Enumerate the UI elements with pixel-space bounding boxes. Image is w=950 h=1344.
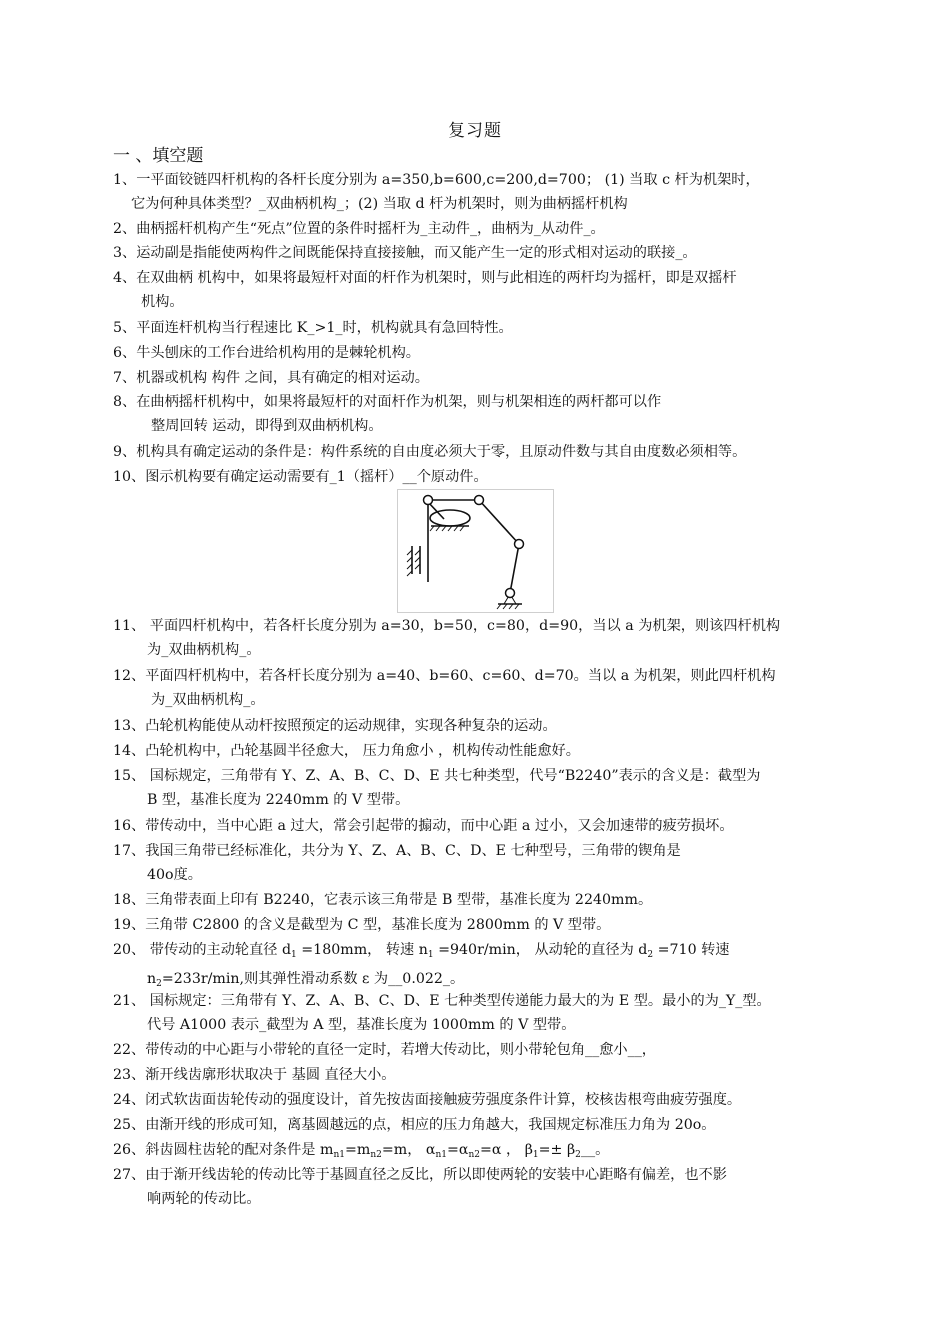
question-27 xyxy=(113,1163,843,1211)
question-13: 13、凸轮机构能使从动杆按照预定的运动规律，实现各种复杂的运动。 xyxy=(113,718,557,734)
question-line: 为_双曲柄机构_。 xyxy=(147,642,261,658)
question-line: 15、 国标规定，三角带有 Y、Z、A、B、C、D、E 共七种类型，代号“B2240”表示的含义是：截型为 xyxy=(113,768,761,784)
question-12 xyxy=(113,664,843,712)
question-11 xyxy=(113,614,843,662)
question-line: 12、平面四杆机构中，若各杆长度分别为 a=40、b=60、c=60、d=70。当以 a 为机架，则此四杆机构 xyxy=(113,668,776,684)
question-5: 5、平面连杆机构当行程速比 K_>1_时，机构就具有急回特性。 xyxy=(113,320,513,336)
mechanism-figure xyxy=(397,489,554,613)
question-line: 17、我国三角带已经标准化，共分为 Y、Z、A、B、C、D、E 七种型号，三角带的锲角是 xyxy=(113,843,681,859)
question-line: 它为何种具体类型？_双曲柄机构_；(2) 当取 d 杆为机架时，则为曲柄摇杆机构 xyxy=(131,196,628,212)
question-line: 代号 A1000 表示_截型为 A 型，基准长度为 1000mm 的 V 型带。 xyxy=(147,1017,576,1033)
question-line: 4、在双曲柄 机构中，如果将最短杆对面的杆作为机架时，则与此相连的两杆均为摇杆，即是双摇杆 xyxy=(113,270,737,286)
question-line: 40o度。 xyxy=(147,867,202,883)
question-14: 14、凸轮机构中，凸轮基圆半径愈大， 压力角愈小 ，机构传动性能愈好。 xyxy=(113,743,580,759)
question-15 xyxy=(113,764,843,812)
question-line: 27、由于渐开线齿轮的传动比等于基圆直径之反比，所以即使两轮的安装中心距略有偏差，也不影 xyxy=(113,1167,727,1183)
question-20 xyxy=(113,938,843,996)
question-line: B 型，基准长度为 2240mm 的 V 型带。 xyxy=(147,792,410,808)
joint-a xyxy=(424,496,433,505)
question-8 xyxy=(113,390,843,438)
question-3: 3、运动副是指能使两构件之间既能保持直接接触，而又能产生一定的形式相对运动的联接_。 xyxy=(113,245,697,261)
question-7: 7、机器或机构 构件 之间，具有确定的相对运动。 xyxy=(113,370,429,386)
section-heading: 一 、填空题 xyxy=(113,146,204,166)
question-16: 16、带传动中，当中心距 a 过大，常会引起带的搧动，而中心距 a 过小，又会加速带的疲劳损坏。 xyxy=(113,818,734,834)
question-25: 25、由渐开线的形成可知，离基圆越远的点，相应的压力角越大，我国规定标准压力角为 20o。 xyxy=(113,1117,716,1133)
question-23: 23、渐开线齿廓形状取决于 基圆 直径大小。 xyxy=(113,1067,396,1083)
rocker-link xyxy=(510,544,519,593)
joint-c xyxy=(515,540,524,549)
question-17 xyxy=(113,839,843,887)
cam-roller xyxy=(430,510,470,526)
question-9: 9、机构具有确定运动的条件是：构件系统的自由度必须大于零，且原动件数与其自由度数必须相等。 xyxy=(113,444,747,460)
question-18: 18、三角带表面上印有 B2240，它表示该三角带是 B 型带，基准长度为 2240mm。 xyxy=(113,892,653,908)
question-24: 24、闭式软齿面齿轮传动的强度设计，首先按齿面接触疲劳强度条件计算，校核齿根弯曲疲劳强度。 xyxy=(113,1092,742,1108)
question-line: 20、 带传动的主动轮直径 $d_1 =180mm$， 转速 $n_1 =940r/\min$， 从动轮的直径为 $d_2 =710$ 转速 xyxy=(113,942,730,960)
question-line: $n_2=233r/\min$,则其弹性滑动系数 ε 为__0.022_。 xyxy=(147,971,465,989)
question-line: 为_双曲柄机构_。 xyxy=(151,692,265,708)
question-line: 响两轮的传动比。 xyxy=(147,1191,261,1207)
question-line: 整周回转 运动，即得到双曲柄机构。 xyxy=(151,418,383,434)
question-2: 2、曲柄摇杆机构产生“死点”位置的条件时摇杆为_主动件_，曲柄为_从动件_。 xyxy=(113,221,605,237)
coupler-link xyxy=(479,500,519,544)
question-line: 机构。 xyxy=(141,294,184,310)
question-19: 19、三角带 C2800 的含义是截型为 C 型，基准长度为 2800mm 的 V 型带。 xyxy=(113,917,611,933)
question-22: 22、带传动的中心距与小带轮的直径一定时，若增大传动比，则小带轮包角__愈小__， xyxy=(113,1042,656,1058)
question-26: 26、斜齿圆柱齿轮的配对条件是 $m_{n1}=m_{n2}=m$， $\alpha_{n1}=\alpha_{n2}=\alpha$ ， $\beta_1=\pm$ $\beta_2\_\_$。 xyxy=(113,1142,610,1160)
question-10: 10、图示机构要有确定运动需要有_1（摇杆）__个原动件。 xyxy=(113,469,488,485)
page-title: 复习题 xyxy=(448,121,502,141)
question-4 xyxy=(113,266,843,314)
joint-b xyxy=(475,496,484,505)
question-21 xyxy=(113,989,843,1037)
question-6: 6、牛头刨床的工作台进给机构用的是棘轮机构。 xyxy=(113,345,420,361)
linkage-diagram xyxy=(398,490,553,612)
question-line: 8、在曲柄摇杆机构中，如果将最短杆的对面杆作为机架，则与机架相连的两杆都可以作 xyxy=(113,394,662,410)
question-line: 21、 国标规定：三角带有 Y、Z、A、B、C、D、E 七种类型传递能力最大的为 E 型。最小的为_Y_型。 xyxy=(113,993,771,1009)
joint-d xyxy=(506,589,515,598)
question-line: 11、 平面四杆机构中，若各杆长度分别为 a=30，b=50，c=80，d=90，当以 a 为机架，则该四杆机构 xyxy=(113,618,781,634)
question-1 xyxy=(113,168,843,216)
question-line: 1、一平面铰链四杆机构的各杆长度分别为 a=350,b=600,c=200,d=700； (1) 当取 c 杆为机架时， xyxy=(113,172,760,188)
